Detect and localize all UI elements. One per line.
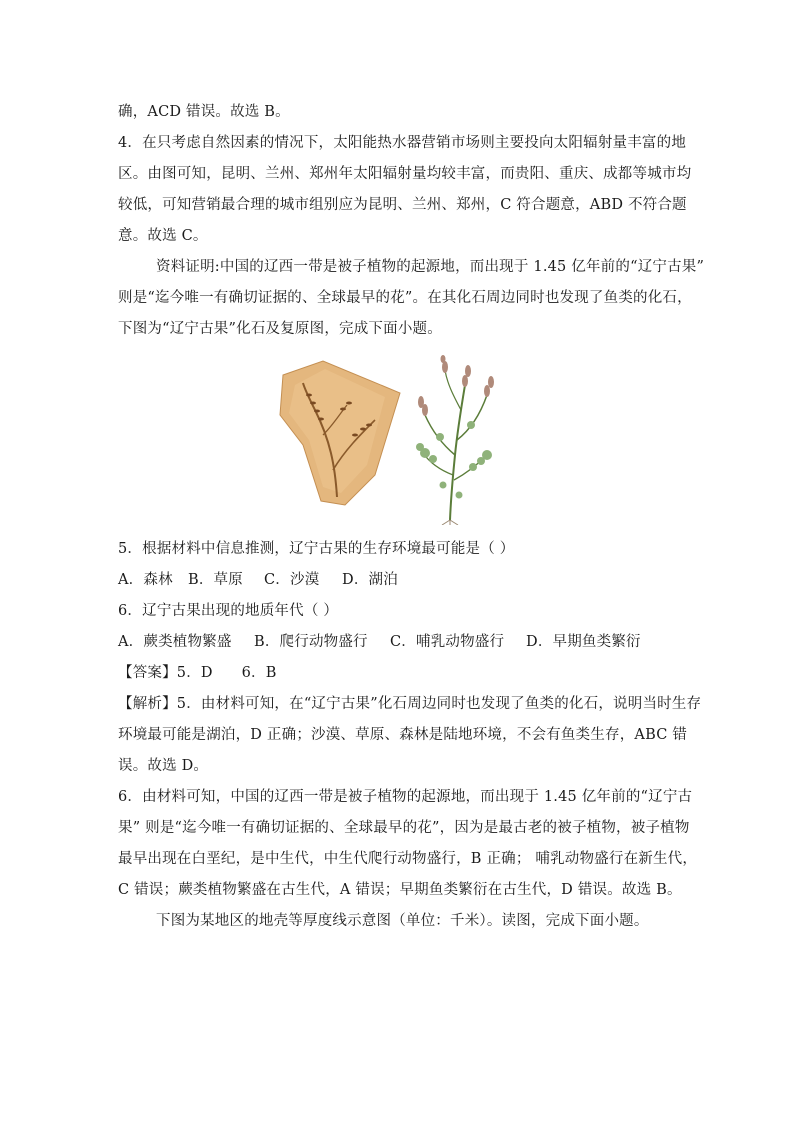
- analysis-line: 误。故选 D。: [118, 758, 209, 774]
- text-line: 则是“迄今唯一有确切证据的、全球最早的花”。在其化石周边同时也发现了鱼类的化石，: [118, 290, 692, 306]
- plant-reconstruction: [416, 355, 494, 525]
- question-5-stem: 5．根据材料中信息推测，辽宁古果的生存环境最可能是（ ）: [118, 541, 515, 557]
- answer-line: 【答案】5．D 6．B: [118, 665, 277, 681]
- question-6-options: [118, 632, 641, 652]
- text-line: 意。故选 C。: [118, 228, 208, 244]
- analysis-line: 环境最可能是湖泊，D 正确；沙漠、草原、森林是陆地环境，不会有鱼类生存，ABC 错: [118, 727, 688, 743]
- option-d: D．早期鱼类繁衍: [526, 634, 641, 650]
- fossil-figure: [275, 355, 525, 525]
- text-line: 区。由图可知，昆明、兰州、郑州年太阳辐射量均较丰富，而贵阳、重庆、成都等城市均: [118, 166, 692, 182]
- analysis-line: 最早出现在白垩纪，是中生代，中生代爬行动物盛行，B 正确； 哺乳动物盛行在新生代，: [118, 851, 698, 867]
- option-c: C．沙漠: [264, 572, 320, 588]
- option-a: A．蕨类植物繁盛: [118, 634, 232, 650]
- option-b: B．草原: [188, 572, 243, 588]
- option-a: A．森林: [118, 572, 173, 588]
- analysis-line: 果” 则是“迄今唯一有确切证据的、全球最早的花”，因为是最古老的被子植物，被子植物: [118, 820, 690, 836]
- question-6-stem: 6．辽宁古果出现的地质年代（ ）: [118, 603, 339, 619]
- material-paragraph: 资料证明:中国的辽西一带是被子植物的起源地，而出现于 1.45 亿年前的“辽宁古果”: [156, 259, 705, 275]
- analysis-line: C 错误；蕨类植物繁盛在古生代，A 错误；早期鱼类繁衍在古生代，D 错误。故选 B。: [118, 882, 682, 898]
- next-intro: 下图为某地区的地壳等厚度线示意图（单位：千米）。读图，完成下面小题。: [156, 913, 649, 929]
- analysis-line: 6．由材料可知，中国的辽西一带是被子植物的起源地，而出现于 1.45 亿年前的“辽宁古: [118, 789, 693, 805]
- question-5-options: [118, 570, 398, 590]
- liaoning-archaefructus-image: [275, 355, 525, 525]
- text-line: 4．在只考虑自然因素的情况下，太阳能热水器营销市场则主要投向太阳辐射量丰富的地: [118, 135, 687, 151]
- text-line: 确，ACD 错误。故选 B。: [118, 104, 290, 120]
- text-line: 较低，可知营销最合理的城市组别应为昆明、兰州、郑州，C 符合题意，ABD 不符合题: [118, 197, 687, 213]
- option-c: C．哺乳动物盛行: [390, 634, 505, 650]
- option-d: D．湖泊: [342, 572, 398, 588]
- text-line: 下图为“辽宁古果”化石及复原图，完成下面小题。: [118, 321, 442, 337]
- option-b: B．爬行动物盛行: [254, 634, 368, 650]
- analysis-line: 【解析】5．由材料可知，在“辽宁古果”化石周边同时也发现了鱼类的化石，说明当时生存: [118, 696, 702, 712]
